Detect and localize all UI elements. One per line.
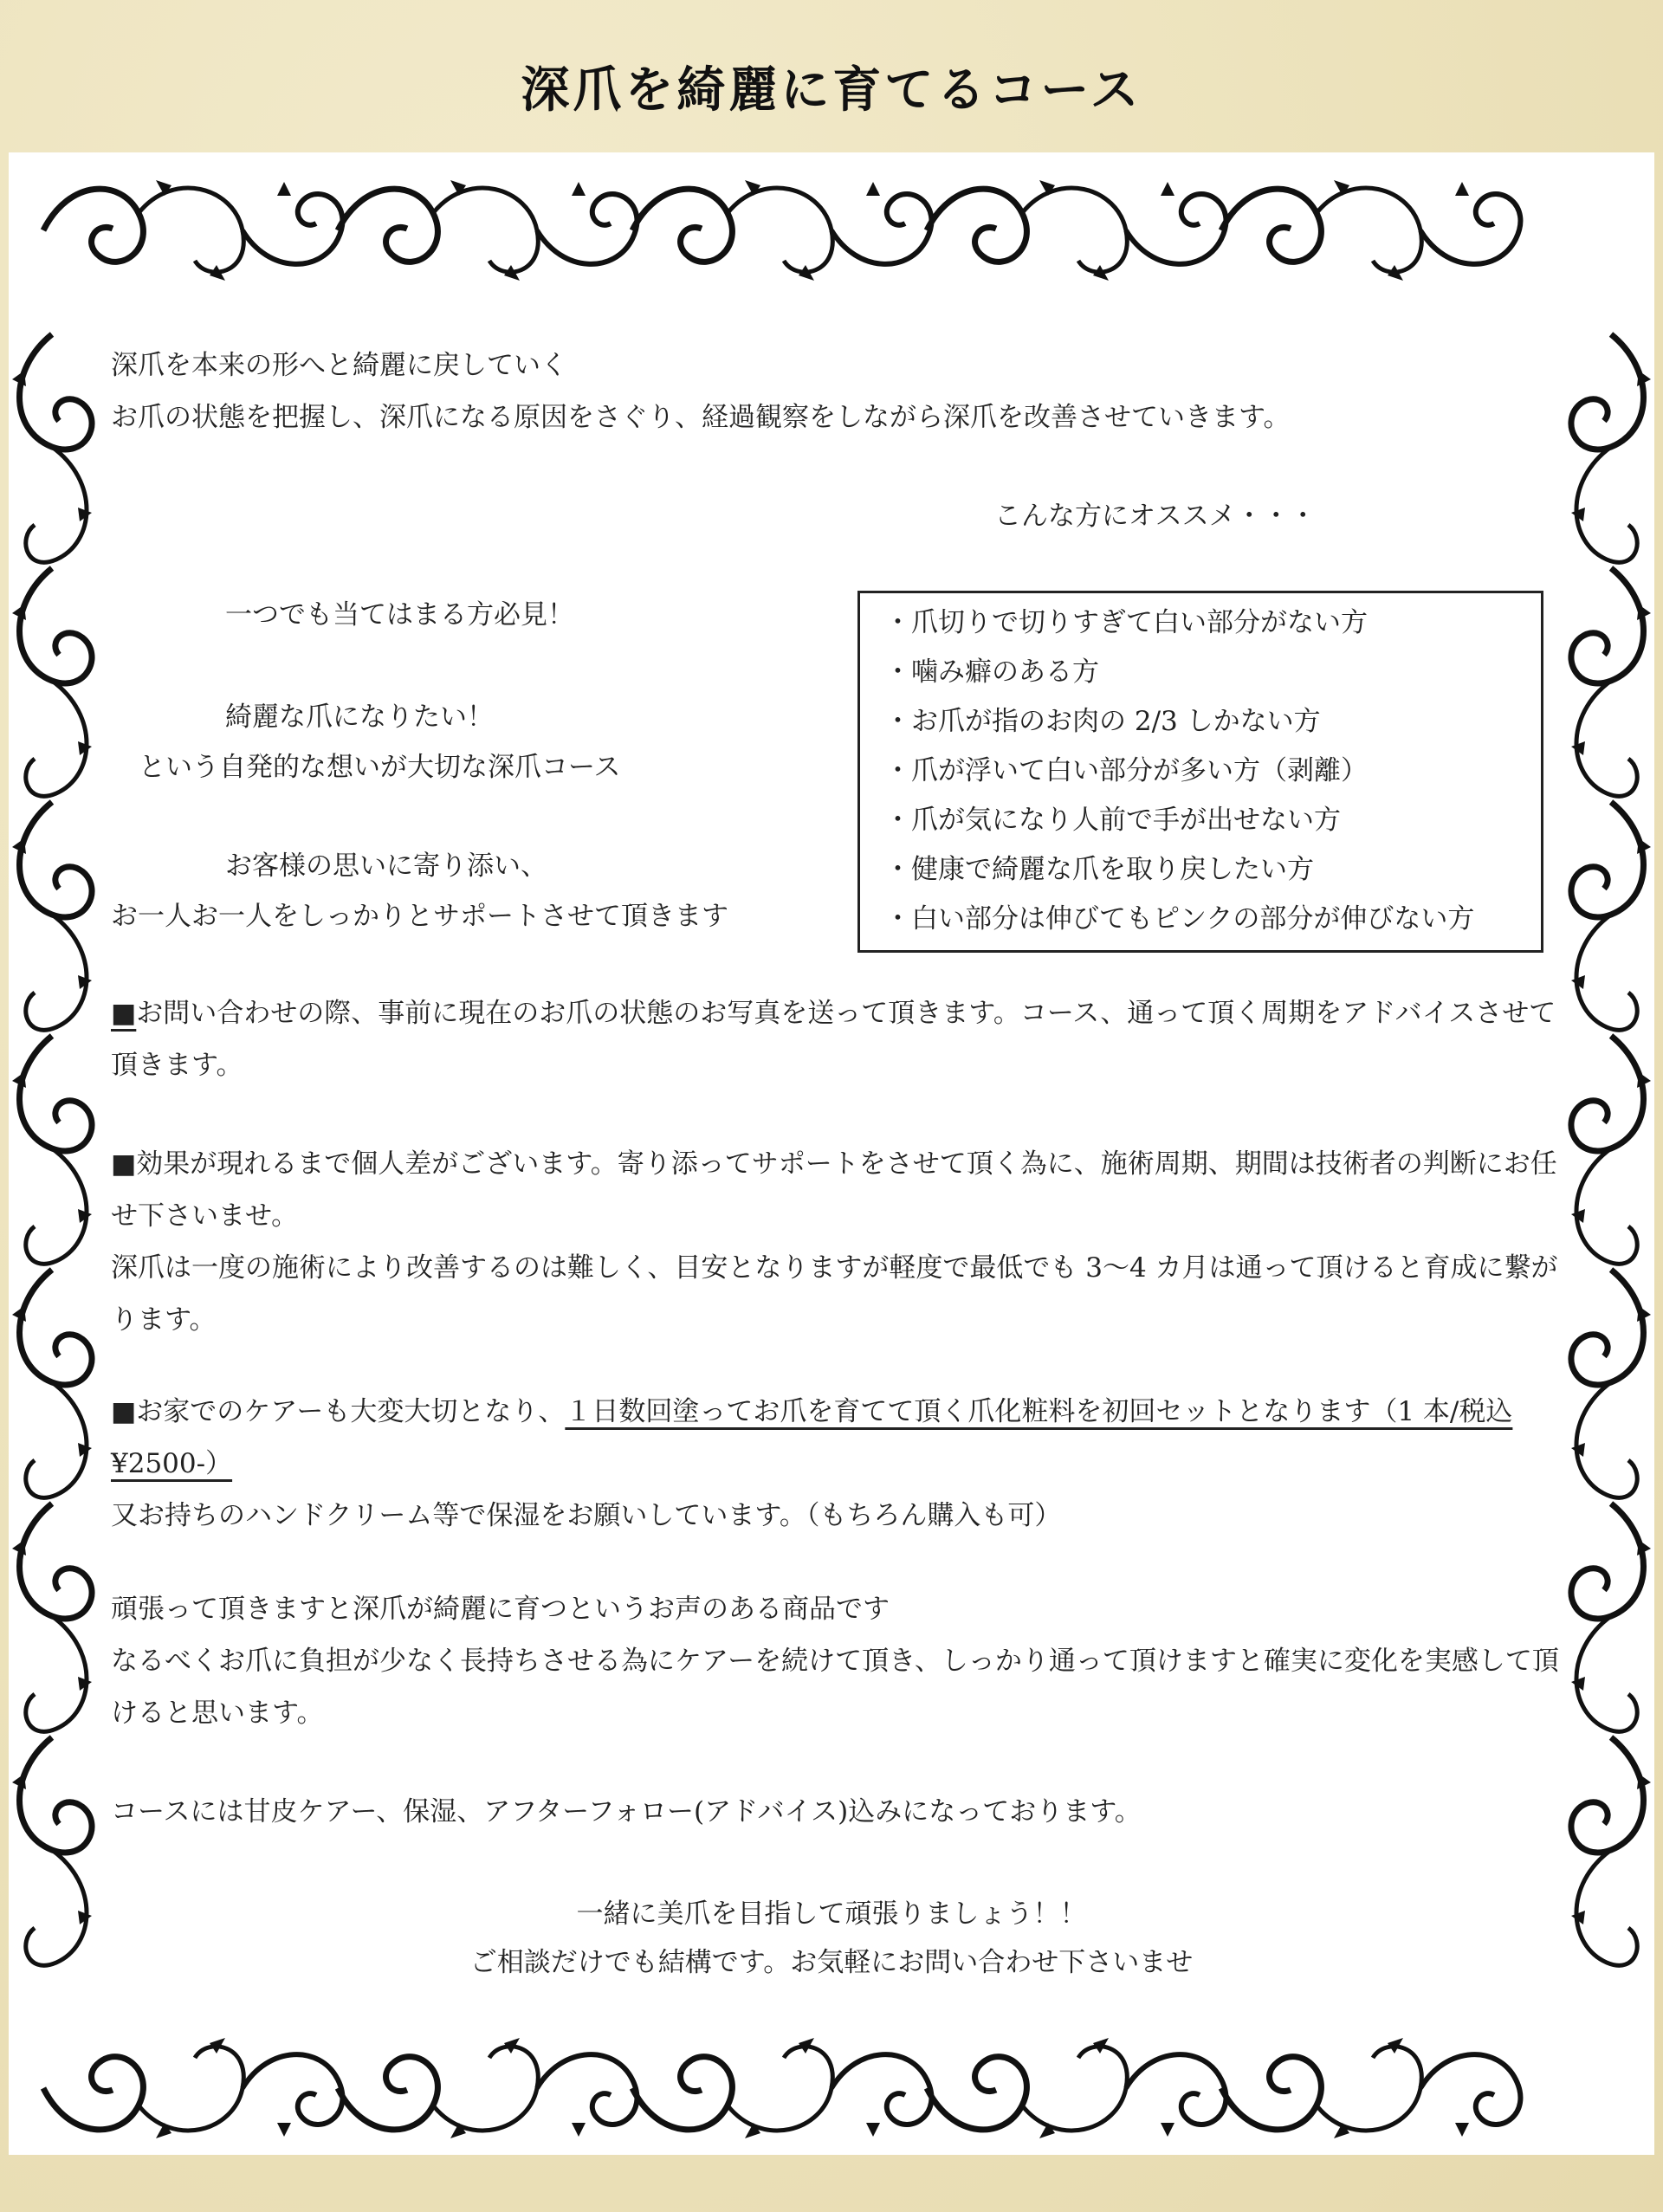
recommend-item: ・爪が浮いて白い部分が多い方（剥離） [884,755,1368,786]
closing-line-1: 頑張って頂きますと深爪が綺麗に育つというお声のある商品です [111,1594,890,1625]
intro-line-1: 深爪を本来の形へと綺麗に戻していく [111,350,567,381]
inquiry-text: お問い合わせの際、事前に現在のお爪の状態のお写真を送って頂きます。コース、通って頂く周期をアドバイスさせて頂きます。 [111,998,1556,1081]
homecare-note [111,1386,1562,1490]
left-line-3: という自発的な想いが大切な深爪コース [139,752,621,783]
inquiry-note [111,987,1562,1091]
page-title: 深爪を綺麗に育てるコース [521,62,1142,119]
recommend-item: ・健康で綺麗な爪を取り戻したい方 [884,854,1314,885]
recommend-item: ・お爪が指のお肉の 2/3 しかない方 [884,706,1321,737]
duration-note: 深爪は一度の施術により改善するのは難しく、目安となりますが軽度で最低でも 3〜4 カ月は通って頂けると育成に繋がります。 [111,1252,1558,1336]
left-line-1: 一つでも当てはまる方必見！ [225,599,574,631]
homecare-product: １日数回塗ってお爪を育てて頂く爪化粧料を初回セットとなります（1 本/税込¥2500-） [111,1396,1513,1479]
left-line-5: お一人お一人をしっかりとサポートさせて頂きます [111,901,728,932]
recommend-box [857,591,1543,953]
recommend-item: ・爪が気になり人前で手が出せない方 [884,805,1341,836]
intro-line-2: お爪の状態を把握し、深爪になる原因をさぐり、経過観察をしながら深爪を改善させていきます。 [111,402,1291,433]
recommend-item: ・噛み癖のある方 [884,656,1099,688]
contact-line: ご相談だけでも結構です。お気軽にお問い合わせ下さいませ [469,1947,1194,1978]
cheer-line: 一緒に美爪を目指して頑張りましょう！！ [576,1898,1087,1930]
handcream-note: 又お持ちのハンドクリーム等で保湿をお願いしています。（もちろん購入も可） [111,1500,1062,1531]
closing-line-2: なるべくお爪に負担が少なく長持ちさせる為にケアーを続けて頂き、しっかり通って頂けますと確実に変化を実感して頂けると思います。 [111,1646,1559,1729]
recommend-heading: こんな方にオススメ・・・ [994,501,1317,532]
homecare-prefix: ■お家でのケアーも大変大切となり、 [111,1396,566,1427]
effect-note: ■効果が現れるまで個人差がございます。寄り添ってサポートをさせて頂く為に、施術周期、期間は技術者の判断にお任せ下さいませ。 [111,1148,1557,1232]
bullet-mark: ■ [111,998,137,1029]
recommend-item: ・白い部分は伸びてもピンクの部分が伸びない方 [884,903,1475,935]
left-line-4: お客様の思いに寄り添い、 [225,851,547,882]
recommend-item: ・爪切りで切りすぎて白い部分がない方 [884,607,1368,638]
course-includes: コースには甘皮ケアー、保湿、アフターフォロー(アドバイス)込みになっております。 [111,1796,1142,1827]
left-line-2: 綺麗な爪になりたい！ [225,702,494,733]
